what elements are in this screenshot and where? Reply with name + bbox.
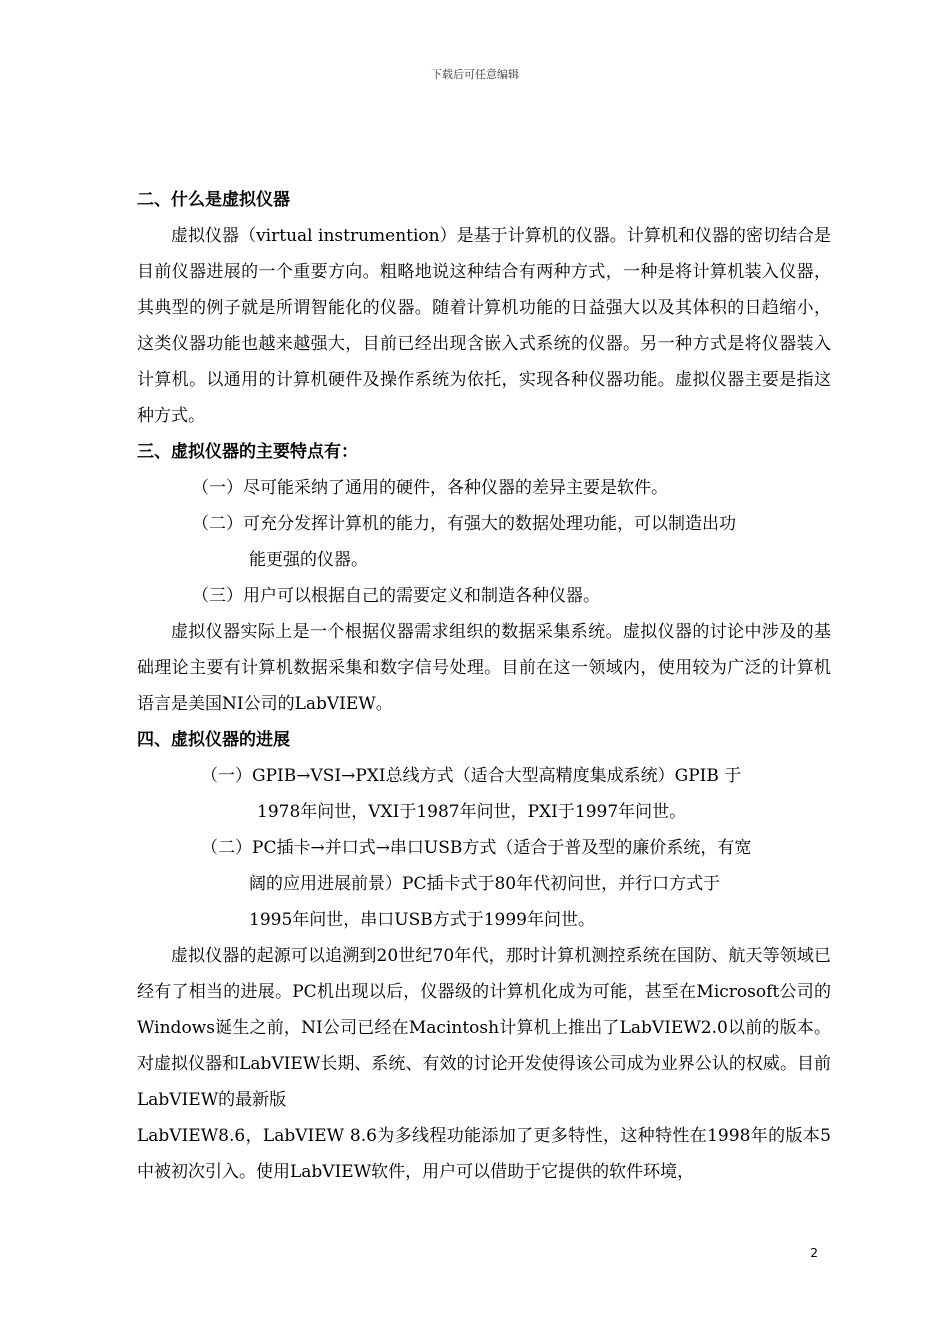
section-heading-3: 三、虚拟仪器的主要特点有： [137,442,358,462]
page-header: 下载后可任意编辑 [431,68,519,81]
development-item-2-continued-2: 1995年问世，串口USB方式于1999年问世。 [249,910,595,930]
page-number: 2 [810,1246,818,1260]
feature-item-2: （二）可充分发挥计算机的能力，有强大的数据处理功能，可以制造出功 [192,514,736,534]
section-heading-4: 四、虚拟仪器的进展 [137,730,290,750]
section-2-paragraph: 虚拟仪器（virtual instrumention）是基于计算机的仪器。计算机和仪器的密切结合是目前仪器进展的一个重要方向。粗略地说这种结合有两种方式，一种是将计算机装入仪器，其典型的例子就是所谓智能化的仪器。随着计算机功能的日益强大以及其体积的日趋缩小，这类仪器功能也越来越强大，目前已经出现含嵌入式系统的仪器。另一种方式是将仪器装入计算机。以通用的计算机硬件及操作系统为依托，实现各种仪器功能。虚拟仪器主要是指这种方式。 [137,226,831,426]
section-3-paragraph: 虚拟仪器实际上是一个根据仪器需求组织的数据采集系统。虚拟仪器的讨论中涉及的基础理论主要有计算机数据采集和数字信号处理。目前在这一领域内，使用较为广泛的计算机语言是美国NI公司的LabVIEW。 [137,622,831,714]
feature-item-1: （一）尽可能采纳了通用的硬件，各种仪器的差异主要是软件。 [192,478,668,498]
feature-item-2-continued: 能更强的仪器。 [249,550,368,570]
section-heading-2: 二、什么是虚拟仪器 [137,190,290,210]
page-content [137,182,831,1190]
development-item-2: （二）PC插卡→并口式→串口USB方式（适合于普及型的廉价系统，有宽 [201,838,752,858]
section-4-paragraph-continued: LabVIEW8.6，LabVIEW 8.6为多线程功能添加了更多特性，这种特性在1998年的版本5中被初次引入。使用LabVIEW软件，用户可以借助于它提供的软件环境， [137,1126,831,1182]
development-item-2-continued: 阔的应用进展前景）PC插卡式于80年代初问世，并行口方式于 [249,874,721,894]
development-item-1-continued: 1978年问世，VXI于1987年问世，PXI于1997年问世。 [257,802,687,822]
feature-item-3: （三）用户可以根据自己的需要定义和制造各种仪器。 [192,586,600,606]
development-item-1: （一）GPIB→VSI→PXI总线方式（适合大型高精度集成系统）GPIB 于 [201,766,742,786]
section-4-paragraph: 虚拟仪器的起源可以追溯到20世纪70年代，那时计算机测控系统在国防、航天等领域已经有了相当的进展。PC机出现以后，仪器级的计算机化成为可能，甚至在Microsoft公司的Windows诞生之前，NI公司已经在Macintosh计算机上推出了LabVIEW2.0以前的版本。对虚拟仪器和LabVIEW长期、系统、有效的讨论开发使得该公司成为业界公认的权威。目前LabVIEW的最新版 [137,946,831,1110]
